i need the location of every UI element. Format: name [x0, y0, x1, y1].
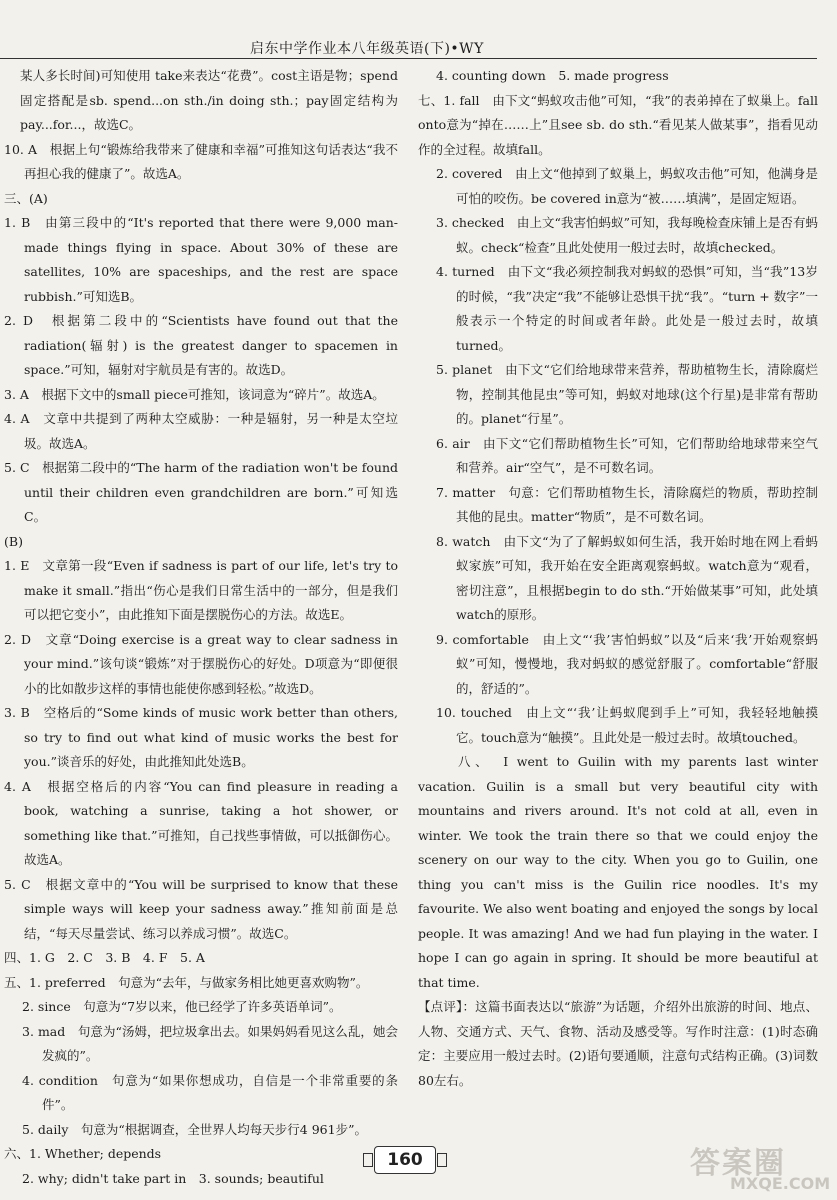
left-answer-paragraph: 三、(A) — [4, 190, 48, 206]
right-answer-paragraph: 8. watch 由下文“为了了解蚂蚁如何生活，我开始时地在网上看蚂蚁家族”可知，我开始在安全距离观察蚂蚁。watch意为“观看，密切注意”，且根据begin to do sth.“开始做某事”可知，此处填watch的原形。 — [436, 533, 818, 622]
right-answer-paragraph: 9. comfortable 由上文“‘我’害怕蚂蚁”以及“后来‘我’开始观察蚂蚁”可知，慢慢地，我对蚂蚁的感觉舒服了。comfortable“舒服的，舒适的”。 — [436, 631, 818, 696]
right-answer-paragraph: 4. turned 由下文“我必须控制我对蚂蚁的恐惧”可知，当“我”13岁的时候，“我”决定“我”不能够让恐惧干扰“我”。“turn + 数字”一般表示一个特定的时间或者年龄。此处是一般过去时，故填turned。 — [436, 264, 818, 353]
left-answer-paragraph: 某人多长时间)可知使用 take来表达“花费”。cost主语是物；spend固定搭配是sb. spend...on sth./in doing sth.；pay固定结构为pay...for...，故选C。 — [20, 68, 398, 132]
left-answer-paragraph: 3. B 空格后的“Some kinds of music work better than others, so try to find out what kind of music works the best for you.”谈音乐的好处，由此推知此处选B。 — [4, 705, 398, 769]
page-number: 160 — [374, 1146, 436, 1174]
left-answer-paragraph: 2. since 句意为“7岁以来，他已经学了许多英语单词”。 — [22, 999, 342, 1014]
watermark-site: MXQE.COM — [730, 1174, 831, 1193]
left-answer-paragraph: 四、1. G 2. C 3. B 4. F 5. A — [4, 950, 205, 965]
left-answer-paragraph: 5. C 根据第二段中的“The harm of the radiation won't be found until their children even grandchildren are born.”可知选C。 — [4, 460, 398, 524]
left-answer-paragraph: 5. C 根据文章中的“You will be surprised to know that these simple ways will keep your sadness away.”推知前面是总结，“每天尽量尝试、练习以养成习惯”。故选C。 — [4, 876, 398, 941]
left-answer-paragraph: 3. A 根据下文中的small piece可推知，该词意为“碎片”。故选A。 — [4, 386, 385, 402]
left-answer-paragraph: 2. why; didn't take part in 3. sounds; beautiful — [22, 1170, 324, 1186]
right-answer-paragraph: 10. touched 由上文“‘我’让蚂蚁爬到手上”可知，我轻轻地触摸它。touch意为“触摸”。且此处是一般过去时。故填touched。 — [436, 705, 818, 745]
left-answer-paragraph: 4. condition 句意为“如果你想成功，自信是一个非常重要的条件”。 — [22, 1072, 398, 1112]
left-answer-paragraph: 2. D 根据第二段中的“Scientists have found out that the radiation(辐射) is the greatest danger to spacemen in space.”可知，辐射对宇航员是有害的。故选D。 — [4, 313, 398, 377]
left-answer-paragraph: 3. mad 句意为“汤姆，把垃圾拿出去。如果妈妈看见这么乱，她会发疯的”。 — [22, 1023, 398, 1063]
right-answer-paragraph: 【点评】：这篇书面表达以“旅游”为话题，介绍外出旅游的时间、地点、人物、交通方式、天气、食物、活动及感受等。写作时注意：(1)时态确定：主要应用一般过去时。(2)语句要通顺，注意句式结构正确。(3)词数80左右。 — [418, 999, 818, 1088]
left-answer-paragraph: 4. A 根据空格后的内容“You can find pleasure in reading a book, watching a sunrise, taking a hot shower, or something like that.”可推知，自己找些事情做，可以抵御伤心。故选A。 — [4, 778, 398, 867]
right-answer-paragraph: 2. covered 由上文“他掉到了蚁巢上，蚂蚁攻击他”可知，他满身是可怕的咬伤。be covered in意为“被……填满”，是固定短语。 — [436, 166, 818, 206]
left-answer-paragraph: (B) — [4, 533, 23, 549]
right-answer-paragraph: 7. matter 句意：它们帮助植物生长，清除腐烂的物质，帮助控制其他的昆虫。matter“物质”，是不可数名词。 — [436, 484, 818, 524]
left-answer-paragraph: 10. A 根据上句“锻炼给我带来了健康和幸福”可推知这句话表达“我不再担心我的健康了”。故选A。 — [4, 141, 398, 181]
left-answer-paragraph: 五、1. preferred 句意为“去年，与做家务相比她更喜欢购物”。 — [4, 974, 369, 990]
right-answer-paragraph: 八、 I went to Guilin with my parents last winter vacation. Guilin is a small but very beautiful city with mountains and rivers around. It's not cold at all, even in winter. We took the train there so that we could enjoy the scenery on our way to the city. When you go to Guilin, one thing you can't miss is the Guilin rice noodles. It's my favourite. We also went boating and enjoyed the songs by local people. It was amazing! And we had fun playing in the water. I hope I can go again in spring. It should be more beautiful at that time. — [418, 754, 818, 990]
watermark-logo: 答案圈 — [690, 1146, 786, 1181]
right-answer-paragraph: 5. planet 由下文“它们给地球带来营养，帮助植物生长，清除腐烂物，控制其他昆虫”等可知，蚂蚁对地球(这个行星)是非常有帮助的。planet“行星”。 — [436, 362, 818, 426]
left-answer-paragraph: 1. B 由第三段中的“It's reported that there were 9,000 man-made things flying in space. About 30% of these are satellites, 10% are spaceships, and the rest are space rubbish.”可知选B。 — [4, 215, 398, 304]
left-answer-paragraph: 1. E 文章第一段“Even if sadness is part of our life, let's try to make it small.”指出“伤心是我们日常生活中的一部分，但是我们可以把它变小”，由此推知下面是摆脱伤心的方法。故选E。 — [4, 558, 398, 622]
left-column — [4, 64, 398, 1191]
right-answer-paragraph: 6. air 由下文“它们帮助植物生长”可知，它们帮助给地球带来空气和营养。air“空气”，是不可数名词。 — [436, 435, 818, 475]
left-answer-paragraph: 5. daily 句意为“根据调查，全世界人均每天步行4 961步”。 — [22, 1121, 367, 1137]
right-column — [418, 64, 818, 1093]
header-rule — [0, 58, 817, 59]
left-answer-paragraph: 六、1. Whether; depends — [4, 1146, 162, 1161]
left-answer-paragraph: 2. D 文章“Doing exercise is a great way to clear sadness in your mind.”该句谈“锻炼”对于摆脱伤心的好处。D项意为“即便很小的比如散步这样的事情也能使你感到轻松。”故选D。 — [4, 631, 398, 696]
right-answer-paragraph: 3. checked 由上文“我害怕蚂蚁”可知，我每晚检查床铺上是否有蚂蚁。check“检查”且此处使用一般过去时，故填checked。 — [436, 215, 818, 255]
right-answer-paragraph: 4. counting down 5. made progress — [436, 68, 669, 83]
right-answer-paragraph: 七、1. fall 由下文“蚂蚁攻击他”可知，“我”的表弟掉在了蚁巢上。fall onto意为“掉在……上”且see sb. do sth.“看见某人做某事”，指看见动作的全过程。故填fall。 — [418, 92, 818, 157]
running-header: 启东中学作业本八年级英语(下)•WY — [250, 41, 484, 57]
left-answer-paragraph: 4. A 文章中共提到了两种太空威胁：一种是辐射，另一种是太空垃圾。故选A。 — [4, 411, 398, 451]
